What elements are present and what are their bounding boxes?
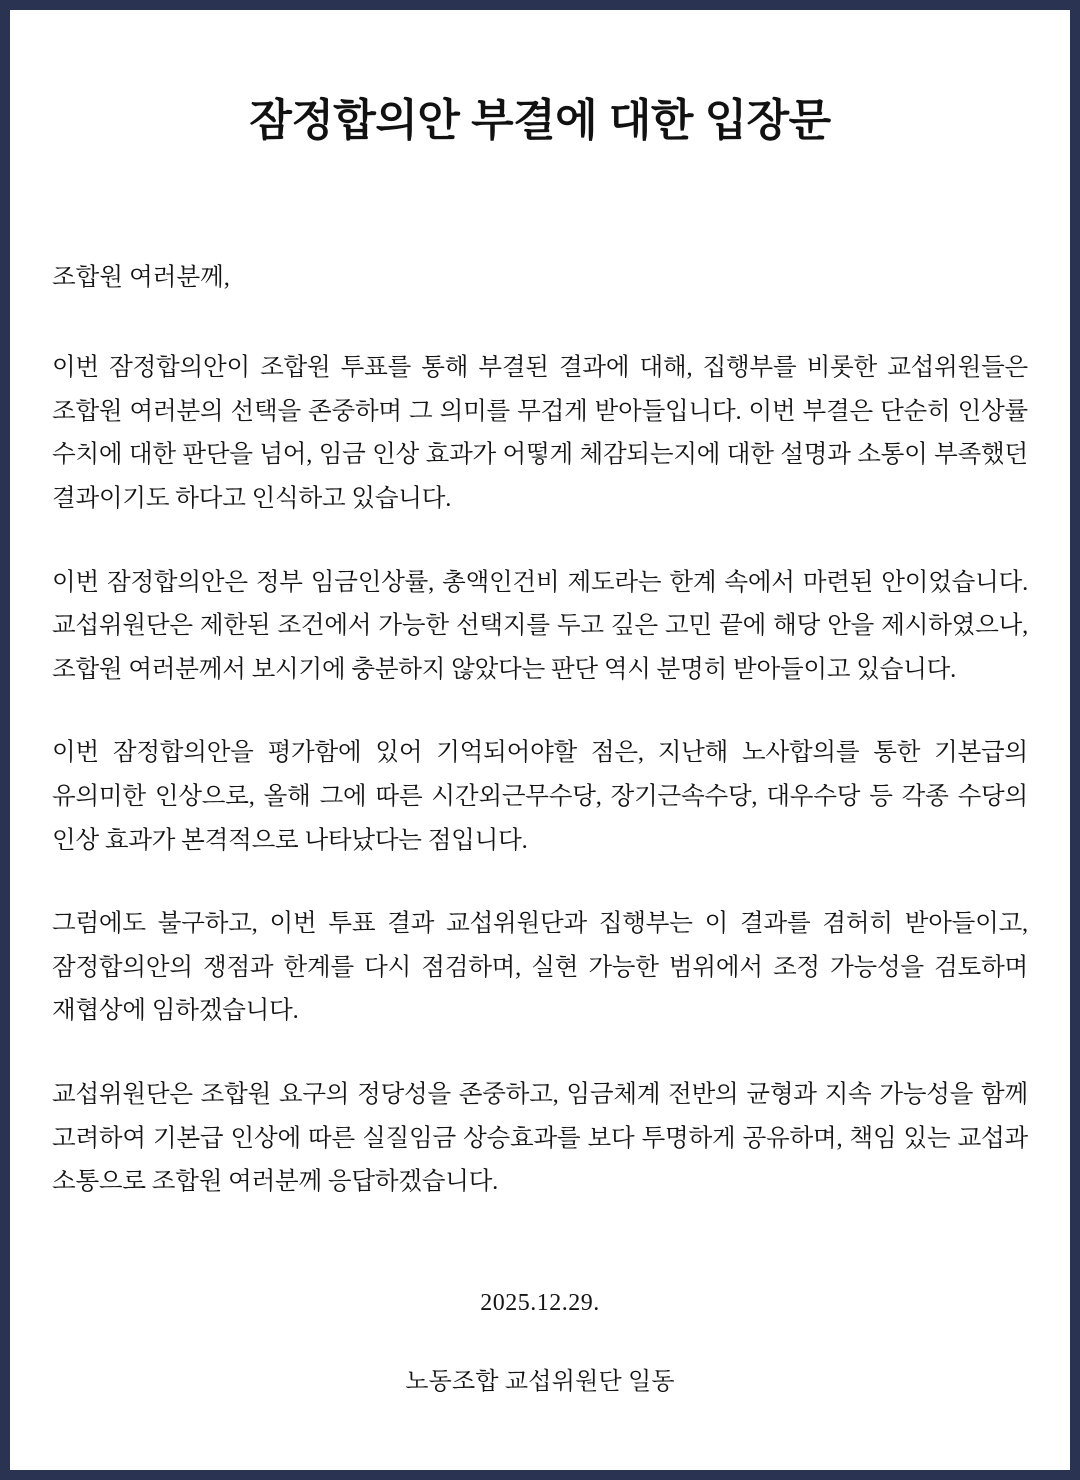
paragraph-5: 교섭위원단은 조합원 요구의 정당성을 존중하고, 임금체계 전반의 균형과 지속 가능성을 함께 고려하여 기본급 인상에 따른 실질임금 상승효과를 보다 투명하게 공유하며, 책임 있는 교섭과 소통으로 조합원 여러분께 응답하겠습니다. [52,1080,1028,1196]
signature-date: 2025.12.29. [480,1289,600,1316]
paragraph-4: 그럼에도 불구하고, 이번 투표 결과 교섭위원단과 집행부는 이 결과를 겸허히 받아들이고, 잠정합의안의 쟁점과 한계를 다시 점검하며, 실현 가능한 범위에서 조정 가능성을 검토하며 재협상에 임하겠습니다. [52,910,1028,1025]
salutation: 조합원 여러분께, [52,264,230,292]
signature-block [48,1290,1032,1396]
paragraph-3: 이번 잠정합의안을 평가함에 있어 기억되어야할 점은, 지난해 노사합의를 통한 기본급의 유의미한 인상으로, 올해 그에 따른 시간외근무수당, 장기근속수당, 대우수당 등 각종 수당의 인상 효과가 본격적으로 나타났다는 점입니다. [52,739,1028,854]
document-body [48,257,1032,1204]
paragraph-1: 이번 잠정합의안이 조합원 투표를 통해 부결된 결과에 대해, 집행부를 비롯한 교섭위원들은 조합원 여러분의 선택을 존중하며 그 의미를 무겁게 받아들입니다. 이번 부결은 단순히 인상률 수치에 대한 판단을 넘어, 임금 인상 효과가 어떻게 체감되는지에 대한 설명과 소통이 부족했던 결과이기도 하다고 인식하고 있습니다. [52,354,1028,512]
paragraph-2: 이번 잠정합의안은 정부 임금인상률, 총액인건비 제도라는 한계 속에서 마련된 안이었습니다. 교섭위원단은 제한된 조건에서 가능한 선택지를 두고 깊은 고민 끝에 해당 안을 제시하였으나, 조합원 여러분께서 보시기에 충분하지 않았다는 판단 역시 분명히 받아들이고 있습니다. [52,568,1028,683]
document-title: 잠정합의안 부결에 대한 입장문 [249,96,831,145]
signature-author: 노동조합 교섭위원단 일동 [405,1368,675,1395]
